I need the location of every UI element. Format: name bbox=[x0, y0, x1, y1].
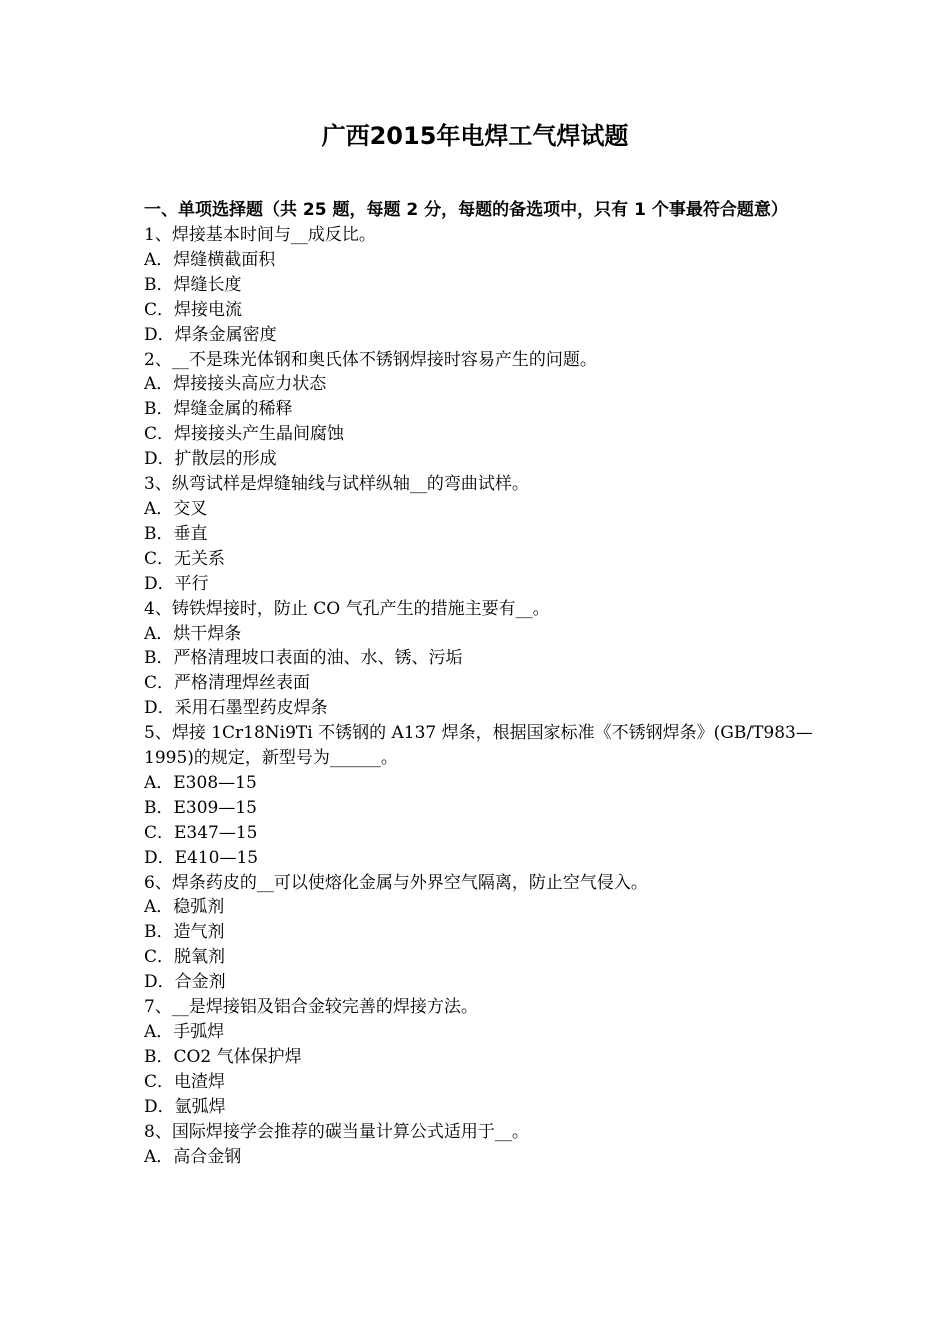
question-stem: 4、铸铁焊接时，防止 CO 气孔产生的措施主要有__。 bbox=[144, 598, 550, 619]
document-title: 广西2015年电焊工气焊试题 bbox=[321, 122, 629, 150]
answer-option: D．平行 bbox=[144, 573, 209, 594]
answer-option: C．E347—15 bbox=[144, 822, 258, 843]
answer-option: B．焊缝长度 bbox=[144, 274, 242, 295]
question-stem: 5、焊接 1Cr18Ni9Ti 不锈钢的 A137 焊条，根据国家标准《不锈钢焊条》(GB/T983—1995)的规定，新型号为______。 bbox=[144, 723, 813, 769]
answer-option: B．焊缝金属的稀释 bbox=[144, 399, 293, 420]
question-item bbox=[144, 597, 814, 722]
answer-option: C．严格清理焊丝表面 bbox=[144, 673, 311, 694]
answer-option: B．严格清理坡口表面的油、水、锈、污垢 bbox=[144, 648, 463, 669]
answer-option: D．采用石墨型药皮焊条 bbox=[144, 698, 328, 719]
answer-option: C．电渣焊 bbox=[144, 1071, 226, 1092]
question-list bbox=[144, 223, 814, 1169]
question-stem: 2、__不是珠光体钢和奥氏体不锈钢焊接时容易产生的问题。 bbox=[144, 349, 597, 370]
question-item bbox=[144, 995, 814, 1120]
answer-option: C．焊接接头产生晶间腐蚀 bbox=[144, 424, 345, 445]
answer-option: A．高合金钢 bbox=[144, 1146, 242, 1167]
answer-option: A．稳弧剂 bbox=[144, 897, 225, 918]
question-item bbox=[144, 1120, 814, 1170]
question-stem: 3、纵弯试样是焊缝轴线与试样纵轴__的弯曲试样。 bbox=[144, 474, 529, 495]
question-stem: 8、国际焊接学会推荐的碳当量计算公式适用于__。 bbox=[144, 1121, 529, 1142]
question-stem: 6、焊条药皮的__可以使熔化金属与外界空气隔离，防止空气侵入。 bbox=[144, 872, 648, 893]
answer-option: D．焊条金属密度 bbox=[144, 324, 277, 345]
answer-option: B．CO2 气体保护焊 bbox=[144, 1046, 302, 1067]
answer-option: D．扩散层的形成 bbox=[144, 449, 277, 470]
answer-option: A．烘干焊条 bbox=[144, 623, 242, 644]
question-item bbox=[144, 223, 814, 348]
question-item bbox=[144, 348, 814, 473]
question-stem: 7、__是焊接铝及铝合金较完善的焊接方法。 bbox=[144, 997, 478, 1018]
answer-option: B．垂直 bbox=[144, 523, 208, 544]
question-stem: 1、焊接基本时间与__成反比。 bbox=[144, 225, 376, 245]
answer-option: D．合金剂 bbox=[144, 972, 226, 993]
question-item bbox=[144, 472, 814, 597]
answer-option: B．E309—15 bbox=[144, 797, 257, 818]
answer-option: D．E410—15 bbox=[144, 847, 259, 868]
answer-option: C．无关系 bbox=[144, 548, 226, 569]
answer-option: A．手弧焊 bbox=[144, 1022, 225, 1042]
answer-option: A．交叉 bbox=[144, 498, 208, 519]
section-heading: 一、单项选择题（共 25 题，每题 2 分，每题的备选项中，只有 1 个事最符合题意） bbox=[144, 200, 788, 220]
question-item bbox=[144, 721, 814, 870]
answer-option: C．焊接电流 bbox=[144, 299, 243, 320]
answer-option: C．脱氧剂 bbox=[144, 947, 226, 968]
answer-option: B．造气剂 bbox=[144, 922, 225, 943]
document-body bbox=[144, 198, 814, 1169]
answer-option: A．焊缝横截面积 bbox=[144, 249, 276, 270]
answer-option: A．E308—15 bbox=[144, 772, 257, 793]
question-item bbox=[144, 871, 814, 996]
answer-option: D．氩弧焊 bbox=[144, 1096, 226, 1117]
answer-option: A．焊接接头高应力状态 bbox=[144, 374, 327, 395]
